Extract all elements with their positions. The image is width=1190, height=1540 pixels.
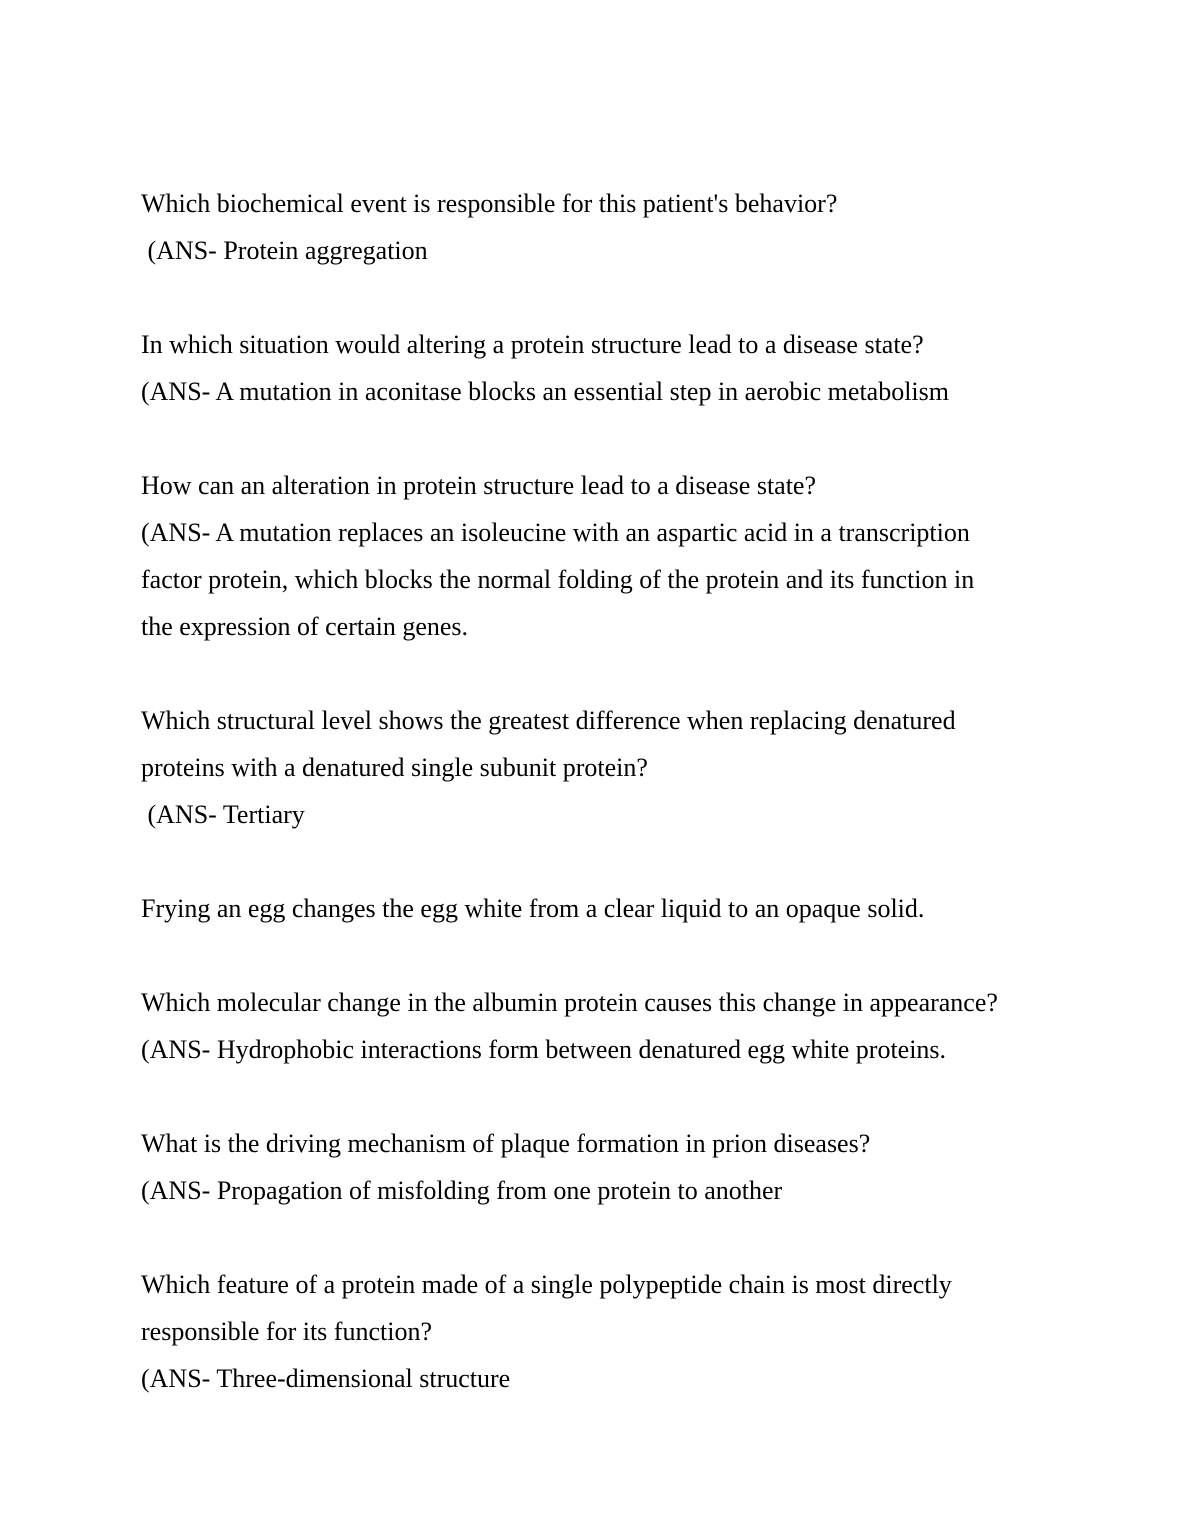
answer-text-line: the expression of certain genes. bbox=[141, 612, 469, 641]
question-text-line: responsible for its function? bbox=[141, 1317, 432, 1346]
answer-text: (ANS- Propagation of misfolding from one protein to another bbox=[141, 1176, 783, 1205]
question-text: What is the driving mechanism of plaque formation in prion diseases? bbox=[141, 1129, 871, 1158]
question-text: Which molecular change in the albumin protein causes this change in appearance? bbox=[141, 988, 998, 1017]
answer-text: (ANS- A mutation in aconitase blocks an essential step in aerobic metabolism bbox=[141, 377, 949, 406]
qa-item bbox=[141, 1120, 1061, 1214]
qa-item bbox=[141, 979, 1061, 1073]
qa-item bbox=[141, 1261, 1061, 1402]
statement-text: Frying an egg changes the egg white from a clear liquid to an opaque solid. bbox=[141, 894, 925, 923]
question-text: How can an alteration in protein structure lead to a disease state? bbox=[141, 471, 817, 500]
answer-text: (ANS- Hydrophobic interactions form between denatured egg white proteins. bbox=[141, 1035, 947, 1064]
question-text-line: Which structural level shows the greatest difference when replacing denatured bbox=[141, 706, 956, 735]
qa-item bbox=[141, 180, 1061, 274]
question-text-line: proteins with a denatured single subunit protein? bbox=[141, 753, 648, 782]
answer-text: (ANS- Three-dimensional structure bbox=[141, 1364, 511, 1393]
answer-text: (ANS- Tertiary bbox=[141, 800, 305, 829]
question-text: In which situation would altering a protein structure lead to a disease state? bbox=[141, 330, 924, 359]
statement-item bbox=[141, 885, 1061, 932]
qa-content bbox=[141, 180, 1061, 1449]
answer-text-line: (ANS- A mutation replaces an isoleucine with an aspartic acid in a transcription bbox=[141, 518, 970, 547]
qa-item bbox=[141, 697, 1061, 838]
answer-text-line: factor protein, which blocks the normal folding of the protein and its function in bbox=[141, 565, 975, 594]
question-text-line: Which feature of a protein made of a single polypeptide chain is most directly bbox=[141, 1270, 952, 1299]
question-text: Which biochemical event is responsible for this patient's behavior? bbox=[141, 189, 838, 218]
qa-item bbox=[141, 321, 1061, 415]
qa-item bbox=[141, 462, 1061, 650]
answer-text: (ANS- Protein aggregation bbox=[141, 236, 428, 265]
